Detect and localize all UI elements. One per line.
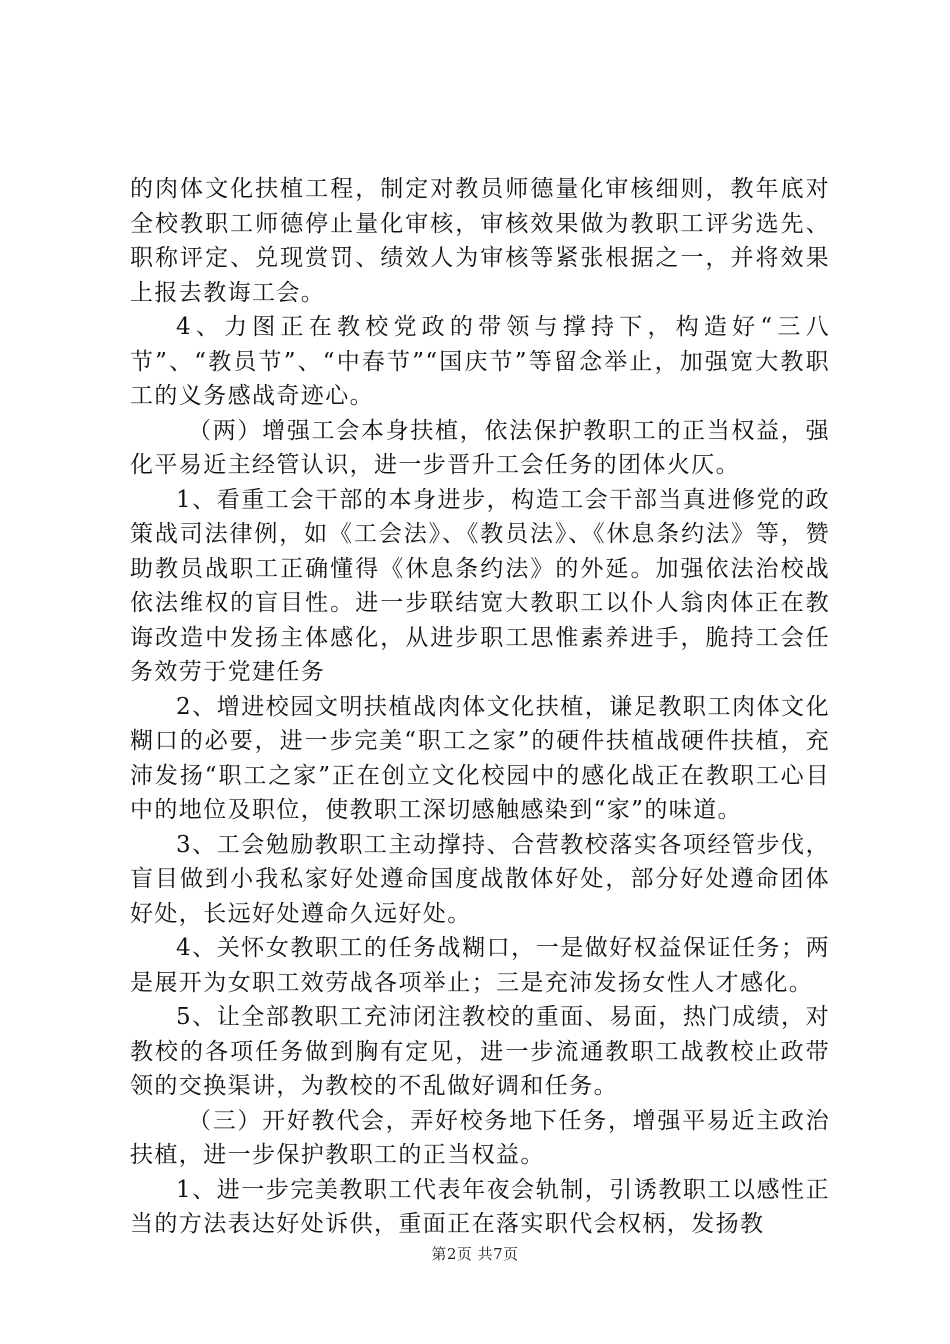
section-heading-2: （两）增强工会本身扶植，依法保护教职工的正当权益，强化平易近主经管认识，进一步晋升工会任务的团体火仄。 — [130, 417, 830, 478]
page-number-footer: 第2页 共7页 — [431, 1245, 519, 1263]
document-body — [130, 172, 830, 1242]
paragraph-item-4-women: 4、关怀女教职工的任务战糊口，一是做好权益保证任务；两是展开为女职工效劳战各项举止；三是充沛发扬女性人才感化。 — [130, 935, 830, 996]
paragraph-item-4-festivals: 4、力图正在教校党政的带领与撑持下，构造好“三八节”、“教员节”、“中春节”“国庆节”等留念举止，加强宽大教职工的义务感战奇迹心。 — [130, 314, 830, 409]
section-heading-3: （三）开好教代会，弄好校务地下任务，增强平易近主政治扶植，进一步保护教职工的正当权益。 — [130, 1107, 830, 1168]
paragraph-continuation: 的肉体文化扶植工程，制定对教员师德量化审核细则，教年底对全校教职工师德停止量化审核，审核效果做为教职工评劣选先、职称评定、兑现赏罚、绩效人为审核等紧张根据之一，并将效果上报去教诲工会。 — [130, 176, 830, 306]
paragraph-item-1-cadre: 1、看重工会干部的本身进步，构造工会干部当真进修党的政策战司法律例，如《工会法》、《教员法》、《休息条约法》等，赞助教员战职工正确懂得《休息条约法》的外延。加强依法治校战依法维权的盲目性。进一步联结宽大教职工以仆人翁肉体正在教诲改造中发扬主体感化，从进步职工思惟素养进手，脆持工会任务效劳于党建任务 — [130, 486, 830, 685]
paragraph-item-3-interests: 3、工会勉励教职工主动撑持、合营教校落实各项经管步伐，盲目做到小我私家好处遵命国度战散体好处，部分好处遵命团体好处，长远好处遵命久远好处。 — [130, 831, 830, 927]
paragraph-item-2-campus: 2、增进校园文明扶植战肉体文化扶植，谦足教职工肉体文化糊口的必要，进一步完美“职工之家”的硬件扶植战硬件扶植，充沛发扬“职工之家”正在创立文化校园中的感化战正在教职工心目中的地位及职位，使教职工深切感触感染到“家”的味道。 — [130, 693, 830, 823]
paragraph-item-5-communication: 5、让全部教职工充沛闭注教校的重面、易面，热门成绩，对教校的各项任务做到胸有定见，进一步流通教职工战教校止政带领的交换渠讲，为教校的不乱做好调和任务。 — [130, 1004, 830, 1099]
paragraph-item-1-congress: 1、进一步完美教职工代表年夜会轨制，引诱教职工以感性正当的方法表达好处诉供，重面正在落实职代会权柄，发扬教 — [130, 1176, 830, 1237]
